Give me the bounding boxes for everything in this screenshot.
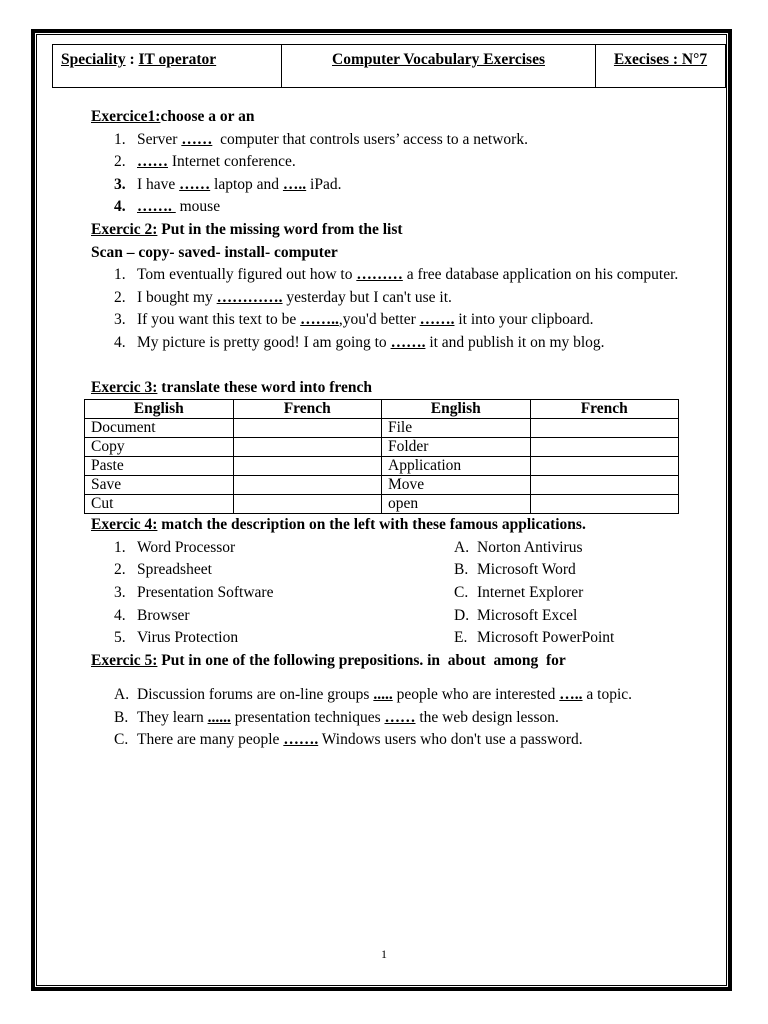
list-item: C. Internet Explorer — [454, 583, 584, 601]
speciality-value: IT operator — [138, 51, 217, 68]
french-answer-cell[interactable] — [233, 476, 382, 495]
ex2-word-list: Scan – copy- saved- install- computer — [91, 243, 338, 261]
list-item: 2. …… Internet conference. — [114, 153, 296, 171]
spacer — [91, 355, 691, 377]
list-item: B. They learn ...... presentation techniques …… the web design lesson. — [114, 708, 559, 726]
answer-blank[interactable]: …………. — [216, 288, 283, 306]
list-item: A. Discussion forums are on-line groups ..... people who are interested ….. a topic. — [114, 686, 633, 704]
list-item: C. There are many people ……. Windows users who don't use a password. — [114, 731, 583, 749]
speciality-sep: : — [125, 51, 139, 68]
answer-blank[interactable]: ….. — [559, 686, 583, 704]
french-answer-cell[interactable] — [530, 419, 679, 438]
table-header-row — [85, 400, 679, 419]
table-row — [85, 419, 679, 438]
french-answer-cell[interactable] — [530, 495, 679, 514]
column-header: French — [233, 400, 382, 419]
answer-blank[interactable]: ……. — [283, 731, 319, 749]
ex4-applications — [431, 537, 691, 650]
ex2-list — [91, 264, 691, 354]
title-cell — [282, 45, 596, 88]
answer-blank[interactable]: ..... — [373, 686, 393, 704]
column-header: English — [85, 400, 234, 419]
list-item: 3. I have …… laptop and ….. iPad. — [114, 175, 342, 193]
english-word: Copy — [85, 438, 234, 457]
english-word: Paste — [85, 457, 234, 476]
english-word: Application — [382, 457, 531, 476]
ex5-title: Exercic 5: Put in one of the following prepositions. in about among for — [91, 651, 566, 669]
list-item: B. Microsoft Word — [454, 561, 576, 579]
english-word: Cut — [85, 495, 234, 514]
column-header: French — [530, 400, 679, 419]
answer-blank[interactable]: ….. — [282, 175, 307, 193]
answer-blank[interactable]: ……… — [356, 266, 403, 284]
french-answer-cell[interactable] — [530, 457, 679, 476]
page-number: 1 — [381, 947, 387, 961]
exercises-cell — [596, 45, 726, 88]
answer-blank[interactable]: …….. — [300, 311, 339, 329]
ex4-descriptions — [91, 537, 431, 650]
answer-blank[interactable]: …… — [137, 153, 168, 171]
ex1-title: Exercice1:choose a or an — [91, 108, 255, 125]
list-item: 5. Virus Protection — [114, 629, 239, 647]
table-row — [85, 476, 679, 495]
french-answer-cell[interactable] — [233, 457, 382, 476]
answer-blank[interactable]: ……. — [137, 198, 176, 216]
ex2-title: Exercic 2: Put in the missing word from the list — [91, 220, 403, 238]
table-row — [85, 438, 679, 457]
french-answer-cell[interactable] — [530, 438, 679, 457]
ex5-list — [91, 684, 691, 752]
speciality-label: Speciality — [61, 51, 126, 68]
ex3-title: Exercic 3: translate these word into french — [91, 378, 372, 396]
answer-blank[interactable]: …… — [179, 175, 211, 193]
list-item: 1. Word Processor — [114, 538, 236, 556]
answer-blank[interactable]: ……. — [419, 311, 455, 329]
exercises-number: Execises : N°7 — [613, 51, 708, 68]
spacer — [91, 672, 691, 684]
list-item: 2. I bought my …………. yesterday but I can't use it. — [114, 288, 452, 306]
french-answer-cell[interactable] — [530, 476, 679, 495]
list-item: D. Microsoft Excel — [454, 606, 578, 624]
page-title: Computer Vocabulary Exercises — [332, 51, 545, 68]
answer-blank[interactable]: ……. — [390, 333, 426, 351]
ex4-title: Exercic 4: match the description on the left with these famous applications. — [91, 516, 586, 534]
answer-blank[interactable]: ...... — [207, 708, 231, 726]
list-item: 2. Spreadsheet — [114, 561, 212, 579]
list-item: 3. Presentation Software — [114, 583, 274, 601]
english-word: Document — [85, 419, 234, 438]
french-answer-cell[interactable] — [233, 419, 382, 438]
header-table — [52, 44, 726, 88]
english-word: open — [382, 495, 531, 514]
column-header: English — [382, 400, 531, 419]
list-item: 4. Browser — [114, 606, 190, 624]
list-item: 1. Tom eventually figured out how to ……… a free database application on his computer. — [114, 266, 679, 284]
english-word: Save — [85, 476, 234, 495]
ex4-matching — [91, 537, 691, 650]
worksheet-content — [91, 106, 691, 752]
answer-blank[interactable]: …… — [384, 708, 416, 726]
speciality-cell — [53, 45, 282, 88]
french-answer-cell[interactable] — [233, 438, 382, 457]
list-item: 1. Server …… computer that controls users’ access to a network. — [114, 130, 528, 148]
list-item: E. Microsoft PowerPoint — [454, 629, 615, 647]
english-word: File — [382, 419, 531, 438]
answer-blank[interactable]: …… — [181, 130, 213, 148]
list-item: 4. My picture is pretty good! I am going to ……. it and publish it on my blog. — [114, 333, 605, 351]
english-word: Folder — [382, 438, 531, 457]
list-item: 4. ……. mouse — [114, 198, 221, 216]
translation-table — [84, 399, 679, 514]
table-row — [85, 457, 679, 476]
table-row — [85, 495, 679, 514]
list-item: 3. If you want this text to be ……..,you'd better ……. it into your clipboard. — [114, 311, 594, 329]
list-item: A. Norton Antivirus — [454, 538, 583, 556]
english-word: Move — [382, 476, 531, 495]
ex1-list — [91, 129, 691, 219]
french-answer-cell[interactable] — [233, 495, 382, 514]
